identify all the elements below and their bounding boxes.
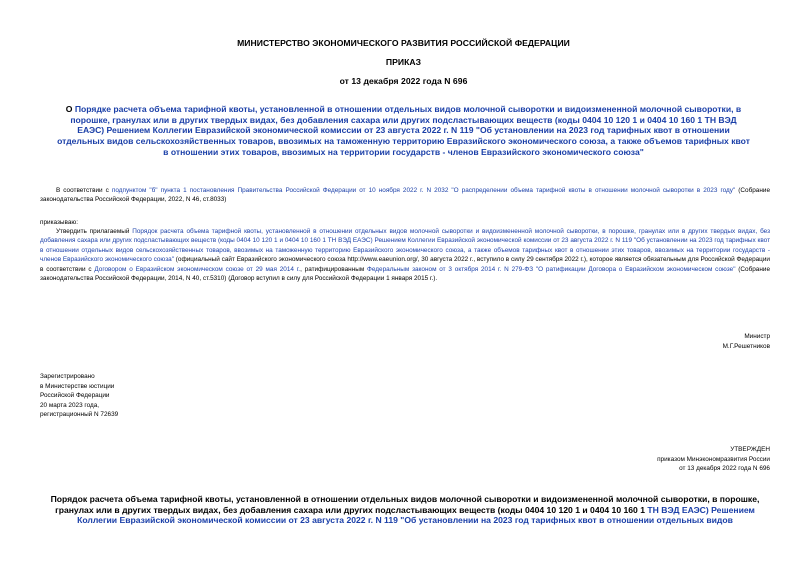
body-text-1: Утвердить прилагаемый (56, 228, 133, 235)
body-link-treaty[interactable]: Договором о Евразийском экономическом союзе от 29 мая 2014 г. (94, 265, 301, 273)
preamble-text-2: (Собрание законодательства Российской Федерации, 2022, N 46, ст.8033) (40, 187, 770, 204)
approved-block (560, 445, 770, 474)
date-number: от 13 декабря 2022 года N 696 (339, 76, 468, 86)
ministry-heading: МИНИСТЕРСТВО ЭКОНОМИЧЕСКОГО РАЗВИТИЯ РОССИЙСКОЙ ФЕДЕРАЦИИ (237, 38, 570, 48)
approved-line: от 13 декабря 2022 года N 696 (679, 465, 770, 473)
doc-type-heading: ПРИКАЗ (385, 57, 422, 67)
procedure-title-text: Порядок расчета объема тарифной квоты, установленной в отношении отдельных видов молочной сыворотки и видоизмененной молочной сыворотки, в порошке, гранулах или в других твердых видах, без добавления сахара или других подсластывающих веществ (коды 0404 10 120 1 и 0404 10 160 1 (50, 494, 760, 515)
body-text-4: (Собрание законодательства Российской Федерации, 2014, N 40, ст.5310) (Договор вступил в силу для Российской Федерации 1 января 2015 г.). (40, 265, 771, 283)
title-link[interactable]: Порядке расчета объема тарифной квоты, установленной в отношении отдельных видов молочной сыворотки и видоизмененной молочной сыворотки, в порошке, гранулах или в других твердых видах, без добавления сахара или других подсластывающих веществ (коды 0404 10 120 1 и 0404 10 160 1 ТН ВЭД ЕАЭС) Решением Коллегии Евразийской экономической комиссии от 23 августа 2022 г. N 119 "Об установлении на 2023 год тарифных квот в отношении отдельных видов сельскохозяйственных товаров, ввозимых на таможенную территорию Евразийского экономического союза, а также объемов тарифных квот в отношении этих товаров, ввозимых на территории государств - членов Евразийского экономического союза" (57, 104, 750, 157)
procedure-title-link[interactable]: ТН ВЭД ЕАЭС) Решением Коллегии Евразийской экономической комиссии от 23 августа 2022 г. N 119 "Об установлении на 2023 год тарифных квот в отношении отдельных видов (77, 504, 755, 526)
approved-line: приказом Минэкономразвития России (657, 455, 770, 463)
preamble-paragraph (40, 186, 770, 205)
signature-position: Министр (744, 333, 770, 340)
preamble-link-decree[interactable]: подпунктом "б" пункта 1 постановления Правительства Российской Федерации от 10 ноября 2022 г. N 2032 "О распределении объема тарифной квоты в отношении молочной сыворотки в 2023 году" (111, 187, 736, 194)
registration-line: регистрационный N 72639 (40, 411, 119, 419)
order-word: приказываю: (40, 219, 78, 226)
body-paragraph (40, 227, 770, 283)
body-text-3: , ратифицированным (300, 265, 368, 273)
registration-line: Российской Федерации (40, 392, 110, 400)
order-title (56, 104, 751, 158)
approved-line: УТВЕРЖДЕН (730, 446, 770, 453)
body-link-procedure[interactable]: Порядок расчета объема тарифной квоты, установленной в отношении отдельных видов молочной сыворотки и видоизмененной молочной сыворотки, в порошке, гранулах или в других твердых видах, без добавления сахара или других подсластывающих веществ (коды 0404 10 120 1 и 0404 10 160 1 ТН ВЭД ЕАЭС) Решением Коллегии Евразийской экономической комиссии от 23 августа 2022 г. N 119 "Об установлении на 2023 год тарифных квот в отношении отдельных видов сельскохозяйственных товаров, ввозимых на таможенную территорию Евразийского экономического союза, а также объемов тарифных квот в отношении этих товаров, ввозимых на территории государств - членов Евразийского экономического союза" (40, 228, 771, 264)
signature-name: М.Г.Решетников (722, 343, 770, 350)
registration-line: в Министерстве юстиции (40, 382, 115, 390)
registration-line: Зарегистрировано (40, 373, 95, 380)
body-link-federal-law[interactable]: Федеральным законом от 3 октября 2014 г. N 279-ФЗ "О ратификации Договора о Евразийском экономическом союзе" (367, 265, 736, 273)
registration-block (40, 372, 240, 420)
registration-line: 20 марта 2023 года, (40, 401, 100, 409)
preamble-text-1: В соответствии с (56, 187, 112, 194)
body-text-2: (официальный сайт Евразийского экономического союза http://www.eaeunion.org/, 30 августа 2022 г., вступило в силу 29 сентября 2022 г.), которое является обязательным для Российской Федерации в соответствии с (40, 256, 770, 273)
title-prefix: О (65, 104, 75, 114)
procedure-title (40, 494, 770, 526)
